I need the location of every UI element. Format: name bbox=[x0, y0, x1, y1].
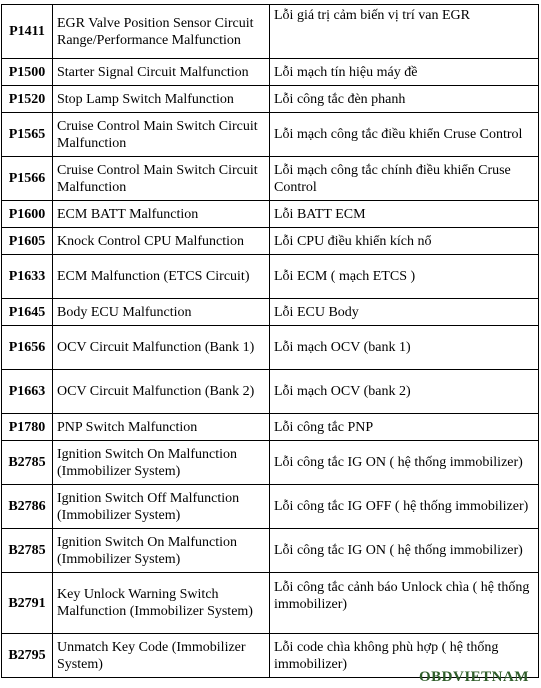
table-row bbox=[2, 573, 539, 634]
dtc-code: P1656 bbox=[2, 326, 53, 370]
description-vi: Lỗi ECU Body bbox=[270, 299, 539, 326]
table-row bbox=[2, 529, 539, 573]
dtc-code: P1645 bbox=[2, 299, 53, 326]
description-vi: Lỗi công tắc IG OFF ( hệ thống immobilizer) bbox=[270, 485, 539, 529]
table-row bbox=[2, 59, 539, 86]
dtc-code: P1663 bbox=[2, 370, 53, 414]
dtc-code: B2791 bbox=[2, 573, 53, 634]
description-vi: Lỗi CPU điều khiển kích nổ bbox=[270, 228, 539, 255]
table-row bbox=[2, 5, 539, 59]
table-row bbox=[2, 299, 539, 326]
dtc-code: B2795 bbox=[2, 634, 53, 678]
dtc-code: B2785 bbox=[2, 529, 53, 573]
description-en: Cruise Control Main Switch Circuit Malfunction bbox=[53, 113, 270, 157]
description-en: Ignition Switch On Malfunction (Immobilizer System) bbox=[53, 441, 270, 485]
description-en: ECM BATT Malfunction bbox=[53, 201, 270, 228]
dtc-table bbox=[1, 4, 539, 678]
description-vi: Lỗi giá trị cảm biến vị trí van EGR bbox=[270, 5, 539, 59]
description-vi: Lỗi công tắc cảnh báo Unlock chìa ( hệ thống immobilizer) bbox=[270, 573, 539, 634]
table-row bbox=[2, 414, 539, 441]
description-en: Knock Control CPU Malfunction bbox=[53, 228, 270, 255]
dtc-code: B2785 bbox=[2, 441, 53, 485]
description-vi: Lỗi code chìa không phù hợp ( hệ thống immobilizer) bbox=[270, 634, 539, 678]
description-vi: Lỗi ECM ( mạch ETCS ) bbox=[270, 255, 539, 299]
description-vi: Lỗi mạch OCV (bank 2) bbox=[270, 370, 539, 414]
table-row bbox=[2, 157, 539, 201]
table-row bbox=[2, 441, 539, 485]
dtc-code: P1520 bbox=[2, 86, 53, 113]
table-row bbox=[2, 255, 539, 299]
dtc-code: P1600 bbox=[2, 201, 53, 228]
description-en: EGR Valve Position Sensor Circuit Range/Performance Malfunction bbox=[53, 5, 270, 59]
description-en: PNP Switch Malfunction bbox=[53, 414, 270, 441]
description-en: Stop Lamp Switch Malfunction bbox=[53, 86, 270, 113]
dtc-code: P1566 bbox=[2, 157, 53, 201]
table-row bbox=[2, 201, 539, 228]
description-en: Key Unlock Warning Switch Malfunction (Immobilizer System) bbox=[53, 573, 270, 634]
dtc-code: P1500 bbox=[2, 59, 53, 86]
description-vi: Lỗi BATT ECM bbox=[270, 201, 539, 228]
description-en: Cruise Control Main Switch Circuit Malfunction bbox=[53, 157, 270, 201]
description-vi: Lỗi mạch tín hiệu máy đề bbox=[270, 59, 539, 86]
table-row bbox=[2, 485, 539, 529]
description-en: Starter Signal Circuit Malfunction bbox=[53, 59, 270, 86]
dtc-table-body bbox=[2, 5, 539, 678]
description-vi: Lỗi mạch OCV (bank 1) bbox=[270, 326, 539, 370]
table-row bbox=[2, 370, 539, 414]
description-vi: Lỗi công tắc IG ON ( hệ thống immobilizer) bbox=[270, 529, 539, 573]
table-row bbox=[2, 326, 539, 370]
description-vi: Lỗi công tắc IG ON ( hệ thống immobilizer) bbox=[270, 441, 539, 485]
description-vi: Lỗi công tắc PNP bbox=[270, 414, 539, 441]
dtc-code: P1565 bbox=[2, 113, 53, 157]
table-row bbox=[2, 86, 539, 113]
description-en: Ignition Switch On Malfunction (Immobilizer System) bbox=[53, 529, 270, 573]
dtc-code: P1411 bbox=[2, 5, 53, 59]
dtc-code: P1780 bbox=[2, 414, 53, 441]
dtc-code: P1633 bbox=[2, 255, 53, 299]
description-vi: Lỗi mạch công tắc điều khiển Cruse Control bbox=[270, 113, 539, 157]
dtc-code: B2786 bbox=[2, 485, 53, 529]
description-en: Ignition Switch Off Malfunction (Immobilizer System) bbox=[53, 485, 270, 529]
table-row bbox=[2, 113, 539, 157]
description-en: Body ECU Malfunction bbox=[53, 299, 270, 326]
description-en: OCV Circuit Malfunction (Bank 2) bbox=[53, 370, 270, 414]
description-en: OCV Circuit Malfunction (Bank 1) bbox=[53, 326, 270, 370]
description-en: ECM Malfunction (ETCS Circuit) bbox=[53, 255, 270, 299]
watermark-text: OBDVIETNAM bbox=[418, 669, 529, 685]
description-vi: Lỗi công tắc đèn phanh bbox=[270, 86, 539, 113]
table-row bbox=[2, 228, 539, 255]
description-vi: Lỗi mạch công tắc chính điều khiển Cruse Control bbox=[270, 157, 539, 201]
description-en: Unmatch Key Code (Immobilizer System) bbox=[53, 634, 270, 678]
dtc-code: P1605 bbox=[2, 228, 53, 255]
